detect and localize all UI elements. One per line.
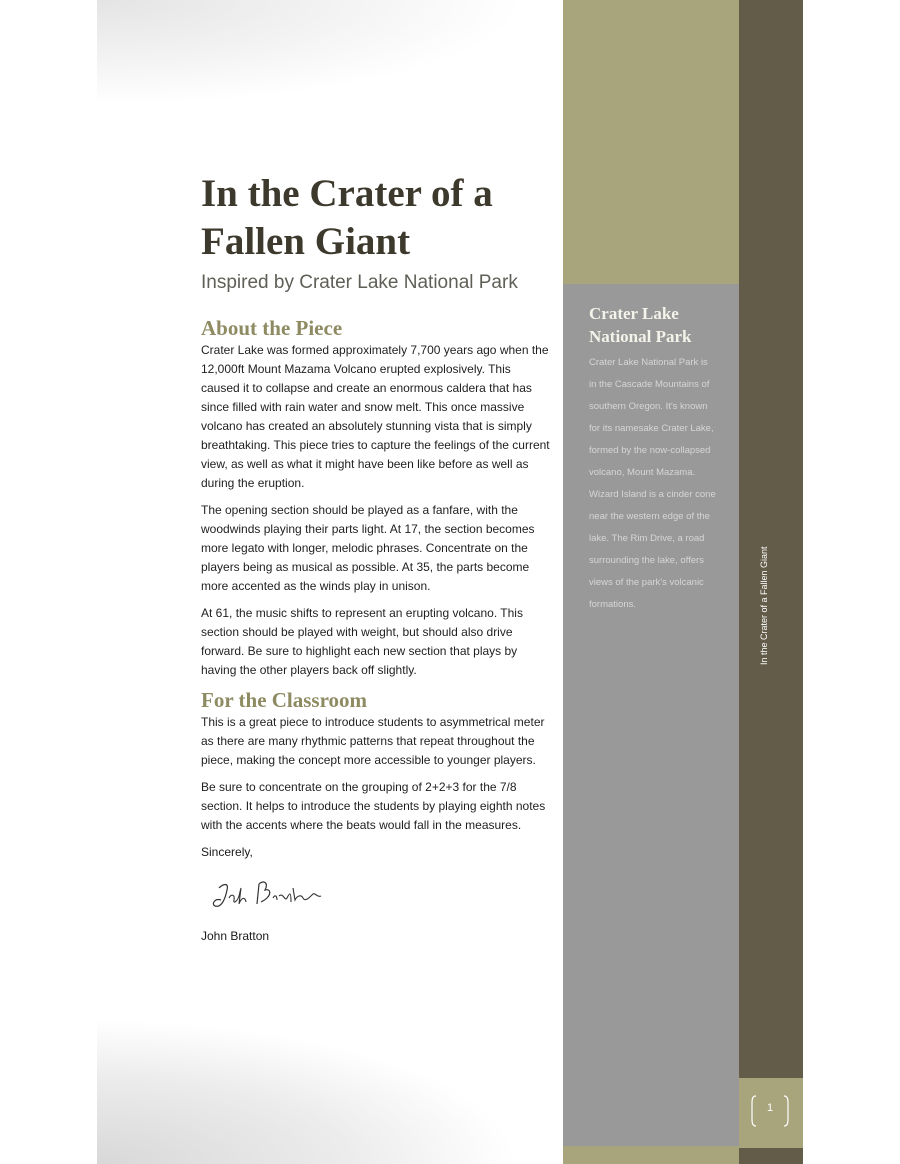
document-page — [97, 0, 803, 1164]
page-number-badge — [739, 1078, 803, 1148]
handwritten-signature — [209, 874, 339, 914]
classroom-paragraph: This is a great piece to introduce students to asymmetrical meter as there are many rhythmic patterns that repeat throughout the piece, making the concept more accessible to younger players. — [201, 715, 545, 767]
page-number: 1 — [766, 1102, 774, 1114]
page-number-frame — [750, 1094, 790, 1128]
about-paragraph: At 61, the music shifts to represent an erupting volcano. This section should be played with weight, but should also drive forward. Be sure to highlight each new section that plays by having the other players back off slightly. — [201, 606, 523, 677]
about-paragraph: The opening section should be played as a fanfare, with the woodwinds playing their parts light. At 17, the section becomes more legato with longer, melodic phrases. Concentrate on the players being as musical as possible. At 35, the parts become more accented as the winds play in unison. — [201, 503, 535, 593]
section-heading-classroom: For the Classroom — [201, 688, 368, 712]
sidebar-title: Crater Lake National Park — [589, 304, 692, 346]
decorative-swoosh-top — [97, 0, 563, 150]
sidebar-footer-block — [563, 1146, 739, 1164]
decorative-swoosh-bottom — [97, 990, 563, 1164]
main-content — [201, 170, 551, 943]
sidebar-panel — [563, 284, 739, 1146]
closing-salutation: Sincerely, — [201, 845, 253, 859]
vertical-running-title: In the Crater of a Fallen Giant — [759, 546, 769, 665]
sidebar-body: Crater Lake National Park is in the Cascade Mountains of southern Oregon. It's known for its namesake Crater Lake, formed by the now-collapsed volcano, Mount Mazama. Wizard Island is a cinder cone near the western edge of the lake. The Rim Drive, a road surrounding the lake, offers views of the park's volcanic formations. — [589, 357, 716, 610]
section-heading-about: About the Piece — [201, 316, 343, 340]
author-name: John Bratton — [201, 929, 270, 943]
classroom-paragraph: Be sure to concentrate on the grouping of 2+2+3 for the 7/8 section. It helps to introduce the students by playing eighth notes with the accents where the beats would fall in the measures. — [201, 780, 546, 832]
sidebar-color-block — [563, 0, 739, 284]
about-paragraph: Crater Lake was formed approximately 7,700 years ago when the 12,000ft Mount Mazama Volcano erupted explosively. This caused it to collapse and create an enormous caldera that has since filled with rain water and snow melt. This once massive volcano has created an absolutely stunning vista that is simply breathtaking. This piece tries to capture the feelings of the current view, as well as what it might have been like before as well as during the eruption. — [201, 343, 550, 490]
document-subtitle: Inspired by Crater Lake National Park — [201, 272, 518, 293]
document-title: In the Crater of a Fallen Giant — [201, 172, 493, 263]
